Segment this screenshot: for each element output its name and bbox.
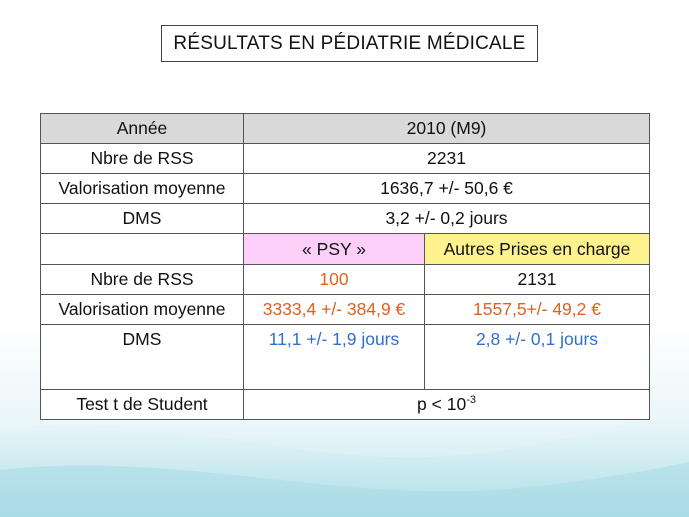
test-value-prefix: p < 10 <box>417 394 467 414</box>
table-row-nbre-rss-groups <box>41 265 650 295</box>
slide-title-text: RÉSULTATS EN PÉDIATRIE MÉDICALE <box>173 32 526 54</box>
cell-dms-total: 3,2 +/- 0,2 jours <box>244 204 650 234</box>
table-row-groups <box>41 234 650 265</box>
results-table <box>40 113 650 420</box>
cell-dms-psy: 11,1 +/- 1,9 jours <box>244 325 425 390</box>
cell-nbre-rss-label-2: Nbre de RSS <box>41 265 244 295</box>
table-row-annee <box>41 114 650 144</box>
cell-dms-label-2: DMS <box>41 325 244 390</box>
cell-group-psy: « PSY » <box>244 234 425 265</box>
cell-group-autres: Autres Prises en charge <box>425 234 650 265</box>
table-row-valorisation-total <box>41 174 650 204</box>
cell-annee-value: 2010 (M9) <box>244 114 650 144</box>
table-row-dms-total <box>41 204 650 234</box>
cell-nbre-rss-label: Nbre de RSS <box>41 144 244 174</box>
cell-dms-autres: 2,8 +/- 0,1 jours <box>425 325 650 390</box>
cell-valorisation-label-2: Valorisation moyenne <box>41 295 244 325</box>
cell-dms-label: DMS <box>41 204 244 234</box>
table-row-valorisation-groups <box>41 295 650 325</box>
table-row-test <box>41 390 650 420</box>
cell-nbre-rss-total: 2231 <box>244 144 650 174</box>
cell-valorisation-autres: 1557,5+/- 49,2 € <box>425 295 650 325</box>
cell-valorisation-label: Valorisation moyenne <box>41 174 244 204</box>
cell-valorisation-total: 1636,7 +/- 50,6 € <box>244 174 650 204</box>
test-value-exponent: -3 <box>466 394 476 406</box>
cell-test-label: Test t de Student <box>41 390 244 420</box>
cell-valorisation-psy: 3333,4 +/- 384,9 € <box>244 295 425 325</box>
slide-title <box>161 25 538 62</box>
cell-test-value <box>244 390 650 420</box>
cell-annee-label: Année <box>41 114 244 144</box>
table-row-nbre-rss-total <box>41 144 650 174</box>
cell-nbre-rss-psy: 100 <box>244 265 425 295</box>
table-row-dms-groups <box>41 325 650 390</box>
cell-nbre-rss-autres: 2131 <box>425 265 650 295</box>
cell-groups-empty <box>41 234 244 265</box>
